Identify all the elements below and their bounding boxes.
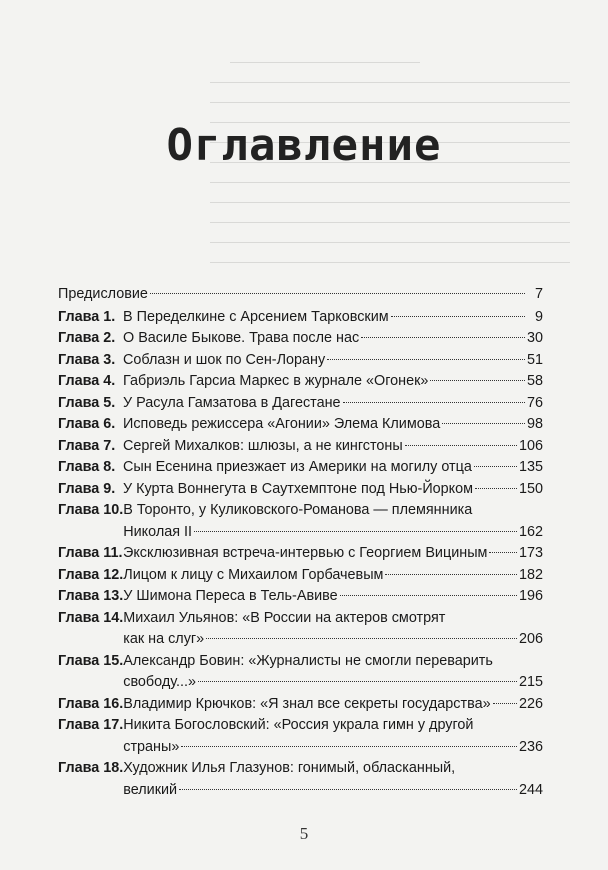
page-ref: 76 [526, 394, 543, 411]
toc-entry [58, 414, 543, 436]
page-ref: 135 [518, 459, 543, 475]
entry-body [123, 565, 543, 587]
entry-body [123, 328, 543, 350]
entry-line [123, 479, 543, 501]
chapter-label: Глава 10. [58, 502, 124, 518]
entry-line [123, 651, 543, 673]
dot-leader [475, 488, 517, 489]
chapter-label: Глава 3. [58, 351, 116, 368]
page-ref: 98 [526, 416, 543, 432]
page-ref: 106 [518, 437, 543, 454]
page-ref: 51 [526, 351, 543, 368]
entry-line [123, 500, 543, 522]
entry-line [123, 522, 543, 544]
entry-title: Александр Бовин: «Журналисты не смогли переварить [123, 652, 493, 669]
entry-body [123, 371, 543, 393]
toc-entry [58, 371, 543, 393]
entry-title: В Торонто, у Куликовского-Романова — племянника [123, 502, 473, 518]
entry-line [123, 393, 543, 415]
page-ref: 206 [518, 631, 543, 647]
entry-body [123, 608, 543, 651]
entry-title: О Василе Быкове. Трава после нас [123, 330, 360, 346]
entry-line [123, 758, 543, 780]
entry-line [123, 737, 543, 759]
entry-line [123, 371, 543, 393]
dot-leader [430, 380, 525, 381]
toc-entry [58, 328, 543, 350]
entry-body [123, 715, 543, 758]
entry-body [123, 457, 543, 479]
entry-title: свободу...» [123, 674, 197, 690]
entry-line [123, 715, 543, 737]
entry-line [123, 694, 543, 716]
toc-entry [58, 608, 543, 651]
dot-leader [343, 402, 525, 403]
entry-body [123, 393, 543, 415]
entry-title: Исповедь режиссера «Агонии» Элема Климова [123, 416, 441, 432]
page-ref: 244 [518, 781, 543, 798]
dot-leader [489, 552, 517, 553]
entry-body [123, 651, 543, 694]
toc-entry [58, 565, 543, 587]
page-ref: 58 [526, 373, 543, 389]
table-of-contents [58, 284, 543, 801]
entry-line [123, 307, 543, 329]
page-ref: 215 [518, 674, 543, 690]
chapter-label: Глава 8. [58, 459, 116, 475]
entry-line [123, 608, 543, 630]
dot-leader [385, 574, 517, 575]
toc-entry-preface [58, 284, 543, 306]
dot-leader [179, 789, 517, 790]
toc-entry [58, 350, 543, 372]
entry-body [123, 694, 543, 716]
entry-title: В Переделкине с Арсением Тарковским [123, 308, 389, 325]
dot-leader [340, 595, 517, 596]
dot-leader [150, 293, 525, 294]
entry-line [123, 328, 543, 350]
toc-entry [58, 307, 543, 329]
page-ref: 173 [518, 545, 543, 561]
dot-leader [206, 638, 517, 639]
entry-body [123, 758, 543, 801]
page-ref: 236 [518, 738, 543, 755]
dot-leader [361, 337, 525, 338]
dot-leader [181, 746, 517, 747]
chapter-label: Глава 18. [58, 760, 124, 776]
chapter-label: Глава 16. [58, 695, 124, 712]
entry-body [123, 307, 543, 329]
entry-body [123, 586, 543, 608]
chapter-label: Глава 5. [58, 394, 116, 411]
chapter-label: Глава 7. [58, 437, 116, 454]
page-ref: 9 [534, 308, 543, 325]
page-ref: 162 [518, 523, 543, 540]
dot-leader [474, 466, 517, 467]
toc-entry [58, 436, 543, 458]
entry-body [123, 414, 543, 436]
toc-entry [58, 500, 543, 543]
chapter-label: Глава 2. [58, 330, 116, 346]
entry-body [123, 479, 543, 501]
entry-title: Владимир Крючков: «Я знал все секреты государства» [123, 695, 491, 712]
toc-entry [58, 479, 543, 501]
page-title: Оглавление [166, 120, 442, 171]
dot-leader [198, 681, 517, 682]
chapter-label: Глава 1. [58, 308, 116, 325]
chapter-label: Глава 12. [58, 566, 124, 583]
entry-line [123, 629, 543, 651]
toc-entry [58, 758, 543, 801]
entry-title: У Шимона Переса в Тель-Авиве [123, 588, 338, 604]
entry-line [123, 780, 543, 802]
toc-entry [58, 694, 543, 716]
entry-body [123, 350, 543, 372]
dot-leader [405, 445, 517, 446]
toc-entry [58, 715, 543, 758]
page-number: 5 [299, 824, 309, 843]
toc-entry [58, 393, 543, 415]
entry-title: страны» [123, 738, 180, 755]
chapter-label: Глава 13. [58, 588, 124, 604]
entry-title: У Курта Воннегута в Саутхемптоне под Нью-Йорком [123, 480, 474, 497]
entry-title: Николая II [123, 523, 193, 540]
entry-title: Сын Есенина приезжает из Америки на могилу отца [123, 459, 472, 475]
dot-leader [442, 423, 525, 424]
entry-title: Предисловие [58, 286, 148, 302]
entry-body [58, 284, 543, 306]
chapter-label: Глава 11. [58, 545, 123, 561]
entry-line [123, 672, 543, 694]
page-ref: 196 [518, 588, 543, 604]
entry-line [123, 436, 543, 458]
entry-line [123, 543, 543, 565]
entry-body [123, 436, 543, 458]
chapter-label: Глава 9. [58, 480, 116, 497]
page-ref: 226 [518, 695, 543, 712]
page-ref: 30 [526, 330, 543, 346]
entry-title: Художник Илья Глазунов: гонимый, обласканный, [123, 760, 456, 776]
dot-leader [327, 359, 525, 360]
toc-entry [58, 457, 543, 479]
dot-leader [493, 703, 517, 704]
entry-title: Соблазн и шок по Сен-Лорану [123, 351, 326, 368]
chapter-label: Глава 17. [58, 717, 124, 733]
toc-entry [58, 543, 543, 565]
dot-leader [194, 531, 517, 532]
page-ref: 182 [518, 566, 543, 583]
entry-title: Лицом к лицу с Михаилом Горбачевым [123, 566, 384, 583]
chapter-label: Глава 6. [58, 416, 116, 432]
entry-line [123, 350, 543, 372]
chapter-label: Глава 4. [58, 373, 116, 389]
entry-title: Габриэль Гарсиа Маркес в журнале «Огонек» [123, 373, 429, 389]
toc-entry [58, 651, 543, 694]
entry-line [123, 565, 543, 587]
entry-title: Эксклюзивная встреча-интервью с Георгием Вициным [123, 545, 488, 561]
chapter-label: Глава 15. [58, 652, 124, 669]
entry-title: Никита Богословский: «Россия украла гимн у другой [123, 717, 474, 733]
entry-body [123, 543, 543, 565]
entry-title: как на слуг» [123, 631, 205, 647]
entry-title: Михаил Ульянов: «В России на актеров смотрят [123, 609, 446, 626]
entry-line [58, 284, 543, 306]
entry-title: У Расула Гамзатова в Дагестане [123, 394, 341, 411]
entry-body [123, 500, 543, 543]
entry-line [123, 414, 543, 436]
dot-leader [391, 316, 525, 317]
entry-line [123, 586, 543, 608]
page-ref: 7 [534, 286, 543, 302]
entry-title: великий [123, 781, 178, 798]
page-ref: 150 [518, 480, 543, 497]
entry-title: Сергей Михалков: шлюзы, а не кингстоны [123, 437, 403, 454]
toc-entry [58, 586, 543, 608]
entry-line [123, 457, 543, 479]
chapter-label: Глава 14. [58, 609, 124, 626]
